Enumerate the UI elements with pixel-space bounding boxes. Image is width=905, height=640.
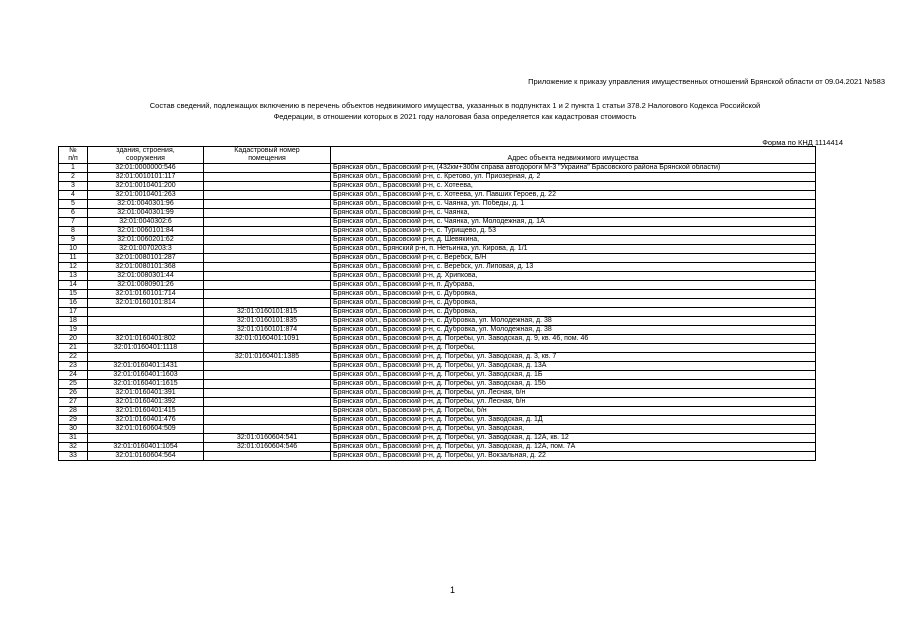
address-cell: Брянская обл., Брасовский р-н, д. Шевякина, xyxy=(331,236,816,245)
building-cadastral-cell: 32:01:0080101:287 xyxy=(88,254,204,263)
page-number: 1 xyxy=(449,585,455,595)
table-row xyxy=(59,308,816,317)
row-number-cell: 8 xyxy=(59,227,88,236)
table-row xyxy=(59,236,816,245)
row-number-cell: 12 xyxy=(59,263,88,272)
address-cell: Брянская обл., Брасовский р-н, с. Хотеева, ул. Павших Героев, д. 22 xyxy=(331,191,816,200)
row-number-cell: 16 xyxy=(59,299,88,308)
address-cell: Брянская обл., Брасовский р-н, д. Погребы, ул. Заводская, д. 9, кв. 46, пом. 46 xyxy=(331,335,816,344)
header-address: Адрес объекта недвижимого имущества xyxy=(331,147,816,164)
row-number-cell: 13 xyxy=(59,272,88,281)
room-cadastral-cell xyxy=(204,389,331,398)
property-registry-table xyxy=(58,146,816,461)
building-cadastral-cell xyxy=(88,353,204,362)
header-row-number xyxy=(59,147,88,164)
building-cadastral-cell: 32:01:0000000:546 xyxy=(88,164,204,173)
header-room-line-1: Кадастровый номер xyxy=(234,147,300,154)
row-number-cell: 33 xyxy=(59,452,88,461)
building-cadastral-cell: 32:01:0040302:6 xyxy=(88,218,204,227)
row-number-cell: 3 xyxy=(59,182,88,191)
room-cadastral-cell xyxy=(204,218,331,227)
table-row xyxy=(59,434,816,443)
row-number-cell: 21 xyxy=(59,344,88,353)
address-cell: Брянская обл., Брасовский р-н, с. Турищево, д. 53 xyxy=(331,227,816,236)
table-row xyxy=(59,344,816,353)
row-number-cell: 32 xyxy=(59,443,88,452)
table-row xyxy=(59,164,816,173)
building-cadastral-cell: 32:01:0010101:117 xyxy=(88,173,204,182)
building-cadastral-cell: 32:01:0160401:1118 xyxy=(88,344,204,353)
room-cadastral-cell: 32:01:0160101:815 xyxy=(204,308,331,317)
building-cadastral-cell: 32:01:0060201:62 xyxy=(88,236,204,245)
room-cadastral-cell xyxy=(204,272,331,281)
row-number-cell: 2 xyxy=(59,173,88,182)
room-cadastral-cell xyxy=(204,173,331,182)
header-row-number-line-2: п/п xyxy=(68,155,78,162)
row-number-cell: 5 xyxy=(59,200,88,209)
row-number-cell: 7 xyxy=(59,218,88,227)
header-building-cadastral xyxy=(88,147,204,164)
row-number-cell: 15 xyxy=(59,290,88,299)
row-number-cell: 30 xyxy=(59,425,88,434)
room-cadastral-cell xyxy=(204,452,331,461)
building-cadastral-cell: 32:01:0160604:509 xyxy=(88,425,204,434)
address-cell: Брянская обл., Брасовский р-н, д. Погребы, ул. Заводская, д. 12А, пом. 7А xyxy=(331,443,816,452)
table-row xyxy=(59,173,816,182)
table-row xyxy=(59,416,816,425)
room-cadastral-cell xyxy=(204,362,331,371)
room-cadastral-cell: 32:01:0160401:1091 xyxy=(204,335,331,344)
room-cadastral-cell xyxy=(204,416,331,425)
room-cadastral-cell xyxy=(204,344,331,353)
building-cadastral-cell: 32:01:0010401:200 xyxy=(88,182,204,191)
row-number-cell: 9 xyxy=(59,236,88,245)
row-number-cell: 14 xyxy=(59,281,88,290)
building-cadastral-cell: 32:01:0160604:564 xyxy=(88,452,204,461)
form-code: Форма по КНД 1114414 xyxy=(762,138,843,147)
table-row xyxy=(59,200,816,209)
room-cadastral-cell: 32:01:0160101:874 xyxy=(204,326,331,335)
building-cadastral-cell xyxy=(88,434,204,443)
table-row xyxy=(59,245,816,254)
address-cell: Брянская обл., Брасовский р-н, д. Погребы, ул. Вокзальная, д. 22 xyxy=(331,452,816,461)
header-row-number-line-1: № xyxy=(69,147,77,154)
row-number-cell: 22 xyxy=(59,353,88,362)
table-row xyxy=(59,371,816,380)
room-cadastral-cell xyxy=(204,281,331,290)
building-cadastral-cell: 32:01:0160401:802 xyxy=(88,335,204,344)
header-building-line-2: сооружения xyxy=(126,155,165,162)
building-cadastral-cell: 32:01:0010401:263 xyxy=(88,191,204,200)
row-number-cell: 18 xyxy=(59,317,88,326)
table-row xyxy=(59,362,816,371)
table-row xyxy=(59,182,816,191)
room-cadastral-cell: 32:01:0160604:546 xyxy=(204,443,331,452)
row-number-cell: 19 xyxy=(59,326,88,335)
room-cadastral-cell xyxy=(204,236,331,245)
table-row xyxy=(59,272,816,281)
building-cadastral-cell: 32:01:0160101:714 xyxy=(88,290,204,299)
table-row xyxy=(59,389,816,398)
address-cell: Брянская обл., Брасовский р-н, д. Погребы, xyxy=(331,344,816,353)
row-number-cell: 29 xyxy=(59,416,88,425)
address-cell: Брянская обл., Брасовский р-н, д. Погребы, б/н xyxy=(331,407,816,416)
table-row xyxy=(59,209,816,218)
table-row xyxy=(59,425,816,434)
building-cadastral-cell: 32:01:0160101:814 xyxy=(88,299,204,308)
room-cadastral-cell: 32:01:0160101:835 xyxy=(204,317,331,326)
header-building-line-1: здания, строения, xyxy=(116,147,175,154)
room-cadastral-cell xyxy=(204,263,331,272)
row-number-cell: 6 xyxy=(59,209,88,218)
table-row xyxy=(59,317,816,326)
address-cell: Брянская обл., Брасовский р-н, с. Кретово, ул. Приозерная, д. 2 xyxy=(331,173,816,182)
room-cadastral-cell xyxy=(204,182,331,191)
room-cadastral-cell xyxy=(204,425,331,434)
building-cadastral-cell xyxy=(88,326,204,335)
room-cadastral-cell xyxy=(204,245,331,254)
address-cell: Брянская обл., Брасовский р-н, с. Чаянка, ул. Победы, д. 1 xyxy=(331,200,816,209)
address-cell: Брянская обл., Брасовский р-н, д. Хрипкова, xyxy=(331,272,816,281)
table-header-row xyxy=(59,147,816,164)
row-number-cell: 23 xyxy=(59,362,88,371)
address-cell: Брянская обл., Брасовский р-н, д. Погребы, ул. Заводская, д. 1Б xyxy=(331,371,816,380)
table-row xyxy=(59,407,816,416)
address-cell: Брянская обл., Брасовский р-н, д. Погребы, ул. Лесная, б/н xyxy=(331,389,816,398)
address-cell: Брянская обл., Брасовский р-н, д. Погребы, ул. Заводская, д. 3, кв. 7 xyxy=(331,353,816,362)
table-row xyxy=(59,353,816,362)
room-cadastral-cell xyxy=(204,290,331,299)
building-cadastral-cell: 32:01:0040301:99 xyxy=(88,209,204,218)
row-number-cell: 31 xyxy=(59,434,88,443)
room-cadastral-cell xyxy=(204,209,331,218)
row-number-cell: 10 xyxy=(59,245,88,254)
table-row xyxy=(59,380,816,389)
address-cell: Брянская обл., Брасовский р-н, с. Хотеева, xyxy=(331,182,816,191)
address-cell: Брянская обл., Брасовский р-н, д. Погребы, ул. Заводская, д. 15б xyxy=(331,380,816,389)
room-cadastral-cell xyxy=(204,380,331,389)
row-number-cell: 17 xyxy=(59,308,88,317)
building-cadastral-cell: 32:01:0070203:3 xyxy=(88,245,204,254)
building-cadastral-cell: 32:01:0160401:391 xyxy=(88,389,204,398)
room-cadastral-cell xyxy=(204,371,331,380)
row-number-cell: 26 xyxy=(59,389,88,398)
building-cadastral-cell: 32:01:0060101:84 xyxy=(88,227,204,236)
header-room-line-2: помещения xyxy=(248,155,286,162)
table-row xyxy=(59,191,816,200)
room-cadastral-cell xyxy=(204,407,331,416)
address-cell: Брянская обл., Брасовский р-н, с. Дубровка, ул. Молодежная, д. 38 xyxy=(331,317,816,326)
address-cell: Брянская обл., Брасовский р-н, с. Дубровка, xyxy=(331,299,816,308)
address-cell: Брянская обл., Брасовский р-н, д. Погребы, ул. Заводская, д. 1Д xyxy=(331,416,816,425)
table-row xyxy=(59,290,816,299)
appendix-note: Приложение к приказу управления имущественных отношений Брянской области от 09.04.2021 №583 xyxy=(528,77,885,86)
address-cell: Брянская обл., Брасовский р-н, с. Дубровка, xyxy=(331,290,816,299)
building-cadastral-cell: 32:01:0160401:1431 xyxy=(88,362,204,371)
address-cell: Брянская обл., Брасовский р-н, с. Веребск, Б/Н xyxy=(331,254,816,263)
building-cadastral-cell: 32:01:0080101:368 xyxy=(88,263,204,272)
room-cadastral-cell xyxy=(204,398,331,407)
table-row xyxy=(59,335,816,344)
building-cadastral-cell: 32:01:0160401:476 xyxy=(88,416,204,425)
address-cell: Брянская обл., Брасовский р-н, (432км+300м справа автодороги М-3 "Украина" Брасовского района Брянской области) xyxy=(331,164,816,173)
table-row xyxy=(59,299,816,308)
table-row xyxy=(59,398,816,407)
address-cell: Брянская обл., Брасовский р-н, с. Дубровка, xyxy=(331,308,816,317)
address-cell: Брянская обл., Брасовский р-н, д. Погребы, ул. Заводская, xyxy=(331,425,816,434)
room-cadastral-cell: 32:01:0160401:1385 xyxy=(204,353,331,362)
row-number-cell: 1 xyxy=(59,164,88,173)
table-body xyxy=(59,164,816,461)
room-cadastral-cell xyxy=(204,227,331,236)
table-row xyxy=(59,443,816,452)
row-number-cell: 4 xyxy=(59,191,88,200)
address-cell: Брянская обл., Брасовский р-н, д. Погребы, ул. Лесная, б/н xyxy=(331,398,816,407)
address-cell: Брянская обл., Брасовский р-н, с. Веребск, ул. Липовая, д. 13 xyxy=(331,263,816,272)
building-cadastral-cell: 32:01:0160401:1615 xyxy=(88,380,204,389)
header-room-cadastral xyxy=(204,147,331,164)
building-cadastral-cell xyxy=(88,308,204,317)
room-cadastral-cell xyxy=(204,200,331,209)
address-cell: Брянская обл., Брасовский р-н, п. Дубрава, xyxy=(331,281,816,290)
table-row xyxy=(59,218,816,227)
row-number-cell: 28 xyxy=(59,407,88,416)
table-row xyxy=(59,281,816,290)
table-row xyxy=(59,227,816,236)
row-number-cell: 20 xyxy=(59,335,88,344)
address-cell: Брянская обл., Брасовский р-н, с. Чаянка, ул. Молодежная, д. 1А xyxy=(331,218,816,227)
table-row xyxy=(59,452,816,461)
address-cell: Брянская обл., Брянский р-н, п. Нетьинка, ул. Кирова, д. 1/1 xyxy=(331,245,816,254)
room-cadastral-cell xyxy=(204,164,331,173)
building-cadastral-cell: 32:01:0080901:26 xyxy=(88,281,204,290)
building-cadastral-cell: 32:01:0160401:1054 xyxy=(88,443,204,452)
room-cadastral-cell xyxy=(204,299,331,308)
document-title xyxy=(70,100,840,122)
table-row xyxy=(59,263,816,272)
building-cadastral-cell: 32:01:0160401:415 xyxy=(88,407,204,416)
building-cadastral-cell: 32:01:0040301:96 xyxy=(88,200,204,209)
room-cadastral-cell xyxy=(204,254,331,263)
row-number-cell: 25 xyxy=(59,380,88,389)
table-row xyxy=(59,326,816,335)
address-cell: Брянская обл., Брасовский р-н, д. Погребы, ул. Заводская, д. 13А xyxy=(331,362,816,371)
address-cell: Брянская обл., Брасовский р-н, д. Погребы, ул. Заводская, д. 12А, кв. 12 xyxy=(331,434,816,443)
row-number-cell: 24 xyxy=(59,371,88,380)
table-row xyxy=(59,254,816,263)
room-cadastral-cell: 32:01:0160604:541 xyxy=(204,434,331,443)
building-cadastral-cell: 32:01:0160401:1603 xyxy=(88,371,204,380)
row-number-cell: 11 xyxy=(59,254,88,263)
room-cadastral-cell xyxy=(204,191,331,200)
building-cadastral-cell: 32:01:0080301:44 xyxy=(88,272,204,281)
address-cell: Брянская обл., Брасовский р-н, с. Дубровка, ул. Молодежная, д. 38 xyxy=(331,326,816,335)
address-cell: Брянская обл., Брасовский р-н, с. Чаянка, xyxy=(331,209,816,218)
row-number-cell: 27 xyxy=(59,398,88,407)
document-title-line-2: Федерации, в отношении которых в 2021 году налоговая база определяется как кадастровая стоимость xyxy=(273,112,637,121)
document-title-line-1: Состав сведений, подлежащих включению в перечень объектов недвижимого имущества, указанных в подпунктах 1 и 2 пункта 1 статьи 378.2 Налогового Кодекса Российской xyxy=(149,101,761,110)
building-cadastral-cell xyxy=(88,317,204,326)
building-cadastral-cell: 32:01:0160401:392 xyxy=(88,398,204,407)
